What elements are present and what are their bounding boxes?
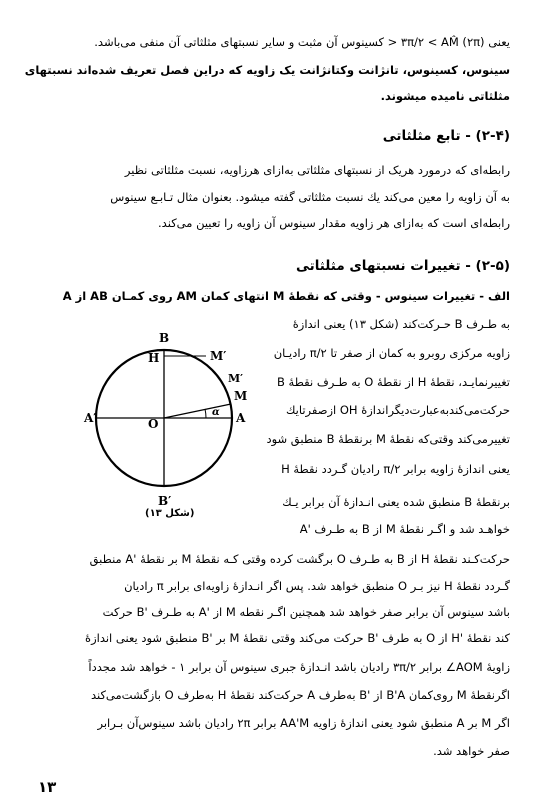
text-line: حرکت‌کـند نقطهٔ H از B به طـرف O برگشت کرده وقتی کـه نقطهٔ M بر نقطهٔ 'A منطبق <box>89 552 510 566</box>
label-h: H <box>148 351 160 365</box>
label-m: M <box>234 389 248 403</box>
text-line: کند نقطهٔ 'H از O به طرف 'B حرکت می‌کند وقتی نقطهٔ M بر 'B منطبق شود یعنی اندازهٔ <box>85 631 510 645</box>
label-o: O <box>148 417 159 431</box>
text-line: گـردد نقطهٔ H نیز بـر O منطبق خواهد شد. پس اگر انـدازهٔ زاویه‌ای برابر π رادیان <box>124 579 510 593</box>
text-line: اگرنقطهٔ M روی‌کمان B'A از 'B به‌طرف A حرکت‌کند نقطهٔ H به‌طرف O بازگشت‌می‌کند <box>90 688 510 702</box>
angle-arc <box>205 409 206 418</box>
radius-om <box>164 404 231 418</box>
label-m-prime-2: M′ <box>228 372 244 385</box>
subsection-line: الف - تغییرات سینوس - وقتی که نقطهٔ M انتهای کمان AM روی کمـان AB از A <box>62 289 510 303</box>
text-line: یعنی (۲π) ۳π/۲ < AM̂ < کسینوس آن مثبت و سایر نسبتهای مثلثاتی آن منفی می‌باشد. <box>94 35 510 49</box>
text-line: خواهـد شد و اگـر نقطهٔ M از B به طـرف 'A <box>299 522 510 536</box>
unit-circle-figure <box>84 318 254 518</box>
text-line: یعنی اندازهٔ زاویه برابر π/۲ رادیان گـردد نقطهٔ H <box>281 462 510 476</box>
text-line: مثلثاتی نامیده میشوند. <box>380 89 510 103</box>
text-line: رابطه‌ای که درمورد هریک از نسبتهای مثلثاتی به‌ازای هرزاویه، نسبت مثلثاتی نظیر <box>124 163 510 177</box>
section-heading: (۲-۵) - تغییرات نسبتهای مثلثاتی <box>295 258 510 274</box>
label-a: A <box>236 411 246 425</box>
label-b: B <box>159 331 170 345</box>
text-line: به آن زاویه را معین می‌کند یك نسبت مثلثاتی گفته میشود. بعنوان مثال تـابـع سینوس <box>110 190 510 204</box>
text-line: صفر خواهد شد. <box>433 744 510 758</box>
text-line: برنقطهٔ B منطبق شده یعنی انـدازهٔ آن برابر یـك <box>282 495 510 509</box>
text-line: سینوس، کسینوس، تانژانت وکتانژانت یک زاویه که دراین فصل تعریف شده‌اند نسبتهای <box>24 63 510 77</box>
label-alpha: α <box>212 407 220 418</box>
text-line: تغییرمی‌کند وقتی‌که نقطهٔ M برنقطهٔ B منطبق شود <box>266 432 510 446</box>
text-line: رابطه‌ای است که به‌ازای هر زاویه مقدار سینوس آن زاویه را تعیین می‌کند. <box>158 216 510 230</box>
label-a-prime: A′ <box>84 411 97 425</box>
page-number: ۱۳ <box>38 778 57 796</box>
figure-caption: (شکل ۱۳) <box>145 508 195 519</box>
text-line: زاویه مرکزی روبرو به کمان از صفر تا π/۲ رادیـان <box>273 346 510 360</box>
text-line: به طـرف B حـرکت‌کند (شکل ۱۳) یعنی اندازهٔ <box>292 317 510 331</box>
text-line: زاویهٔ AOM∠ برابر ۳π/۲ رادیان باشد انـدازهٔ جبری سینوس آن برابر ۱ - خواهد شد مجدداً <box>88 660 510 674</box>
section-heading: (۲-۴) - تابع مثلثاتی <box>382 128 510 144</box>
text-line: اگر M بر A منطبق شود یعنی اندازهٔ زاویه AA'M برابر ۲π رادیان باشد سینوس‌آن بـرابر <box>97 716 510 730</box>
text-line: تغییرنمایـد، نقطهٔ H از نقطهٔ O به طـرف نقطهٔ B <box>277 375 510 389</box>
label-m-prime-1: M′ <box>210 349 227 363</box>
label-b-prime: B′ <box>158 494 172 508</box>
text-line: باشد سینوس آن برابر صفر خواهد شد همچنین اگـر نقطه M از 'A به طـرف 'B حرکت <box>102 605 510 619</box>
text-line: حرکت‌می‌کندبه‌عبارت‌دیگراندازهٔ OH ازصفرتايك <box>285 403 510 417</box>
